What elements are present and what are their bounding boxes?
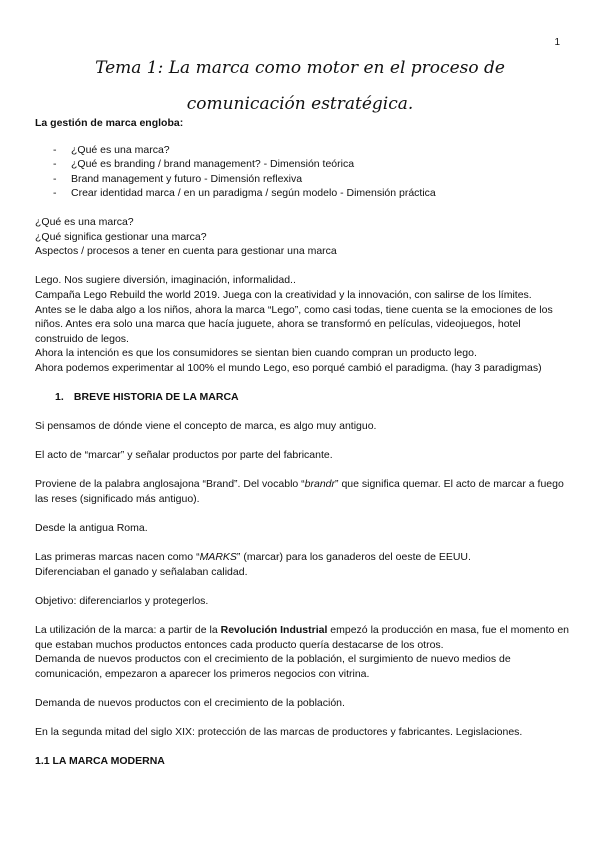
paragraph-group [35,550,570,579]
section-heading-1 [55,390,570,405]
lego-line: Lego. Nos sugiere diversión, imaginación, informalidad.. [35,274,296,287]
section-number: 1. [55,391,64,404]
intro-list [35,143,570,201]
lego-line: Campaña Lego Rebuild the world 2019. Juega con la creatividad y la innovación, con salirse de los límites. [35,288,532,301]
text-run: ” (marcar) para los ganaderos del oeste de EEUU. [236,551,471,564]
paragraph: Desde la antigua Roma. [35,521,148,534]
document-title: Tema 1: La marca como motor en el proceso de comunicación estratégica. [95,58,505,114]
lego-line: Antes se le daba algo a los niños, ahora la marca “Lego”, como casi todas, tiene cuenta se la emociones de los niños. Antes era solo una marca que hacía juguete, ahora se transformó en películas, videojuegos, hotel construido de legos. [35,303,553,345]
emphasis-text: MARKS [199,551,237,564]
paragraph: En la segunda mitad del siglo XIX: protección de las marcas de productores y fabricantes. Legislaciones. [35,726,523,739]
question-line: ¿Qué significa gestionar una marca? [35,230,207,243]
paragraph: Demanda de nuevos productos con el crecimiento de la población. [35,696,345,709]
bold-text: Revolución Industrial [220,624,328,636]
text-run: La utilización de la marca: a partir de la [35,624,221,636]
list-item: - ¿Qué es una marca? [53,143,570,158]
paragraph: Diferenciaban el ganado y señalaban calidad. [35,565,248,578]
paragraph: El acto de “marcar” y señalar productos por parte del fabricante. [35,448,333,461]
text-run: Proviene de la palabra anglosajona “Brand”. Del vocablo “ [35,478,305,491]
lego-block [35,273,570,375]
paragraph: Demanda de nuevos productos con el crecimiento de la población, el surgimiento de nuevo medios de comunicación, empezaron a aparecer los primeros negocios con vitrina. [35,653,511,680]
paragraph [35,623,570,652]
lego-line: Ahora podemos experimentar al 100% el mundo Lego, eso porqué cambió el paradigma. (hay 3 paradigmas) [35,361,542,374]
text-run: Las primeras marcas nacen como “ [35,551,200,564]
paragraph: Objetivo: diferenciarlos y protegerlos. [35,594,209,607]
document-body [35,116,570,769]
paragraph: Si pensamos de dónde viene el concepto de marca, es algo muy antiguo. [35,419,377,432]
list-item: - Crear identidad marca / en un paradigma / según modelo - Dimensión práctica [53,186,570,201]
text-run: ” que significa quemar. El acto de marcar a fuego las reses (significado más antiguo). [35,478,564,505]
intro-heading: La gestión de marca engloba: [35,117,184,129]
text-run: empezó la producción en masa, fue el momento en que estaban muchos productos entonces cada producto quería destacarse de los otros. [35,624,570,651]
question-line: Aspectos / procesos a tener en cuenta para gestionar una marca [35,245,337,258]
paragraph [35,477,570,506]
list-item: - Brand management y futuro - Dimensión reflexiva [53,172,570,187]
section-title: BREVE HISTORIA DE LA MARCA [73,391,239,404]
paragraph-group [35,623,570,681]
question-line: ¿Qué es una marca? [35,215,134,228]
paragraph [35,550,570,565]
emphasis-text: brandr [304,478,336,491]
questions-block [35,215,570,259]
page-number: 1 [554,37,560,48]
lego-line: Ahora la intención es que los consumidores se sientan bien cuando compran un producto lego. [35,347,477,360]
section-heading-1-1: 1.1 LA MARCA MODERNA [35,755,165,768]
list-item: - ¿Qué es branding / brand management? - Dimensión teórica [53,157,570,172]
